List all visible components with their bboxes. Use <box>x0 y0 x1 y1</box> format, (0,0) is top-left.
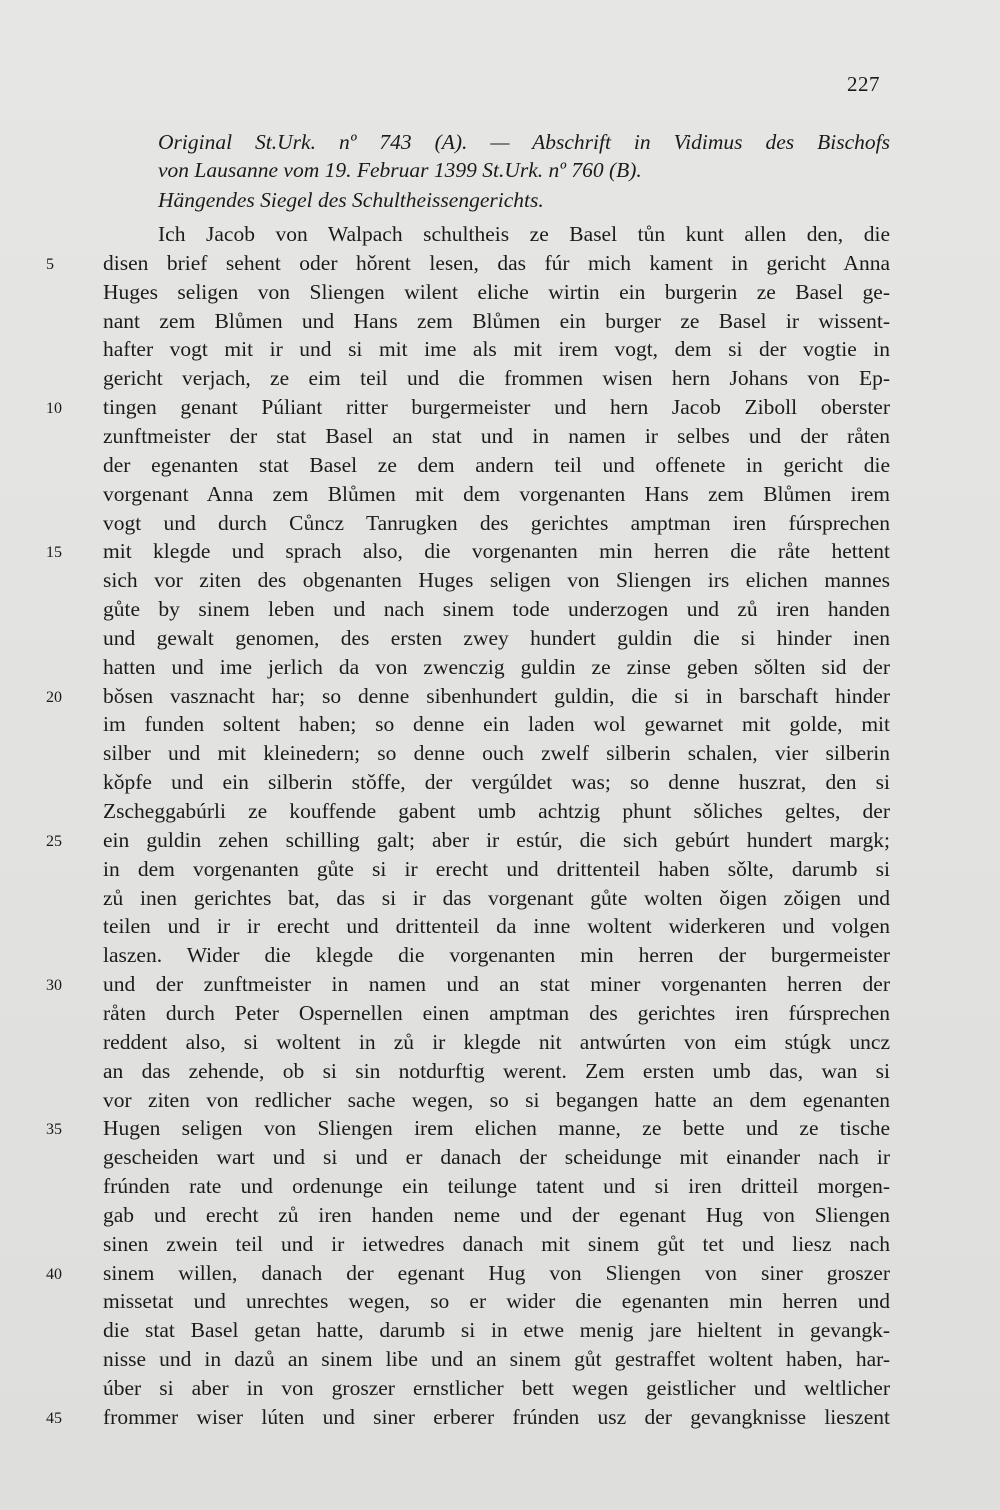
line-number: 10 <box>46 400 62 418</box>
text-line: sinen zwein teil und ir ietwedres danach mit sinem gůt tet und liesz nach <box>103 1231 890 1256</box>
text-line: råten durch Peter Ospernellen einen amptman des gerichtes iren fúrsprechen <box>103 1000 890 1025</box>
page-number: 227 <box>847 72 880 96</box>
text-line: teilen und ir ir erecht und drittenteil da inne woltent widerkeren und volgen <box>103 914 890 939</box>
line-number: 5 <box>46 255 54 273</box>
text-line: laszen. Wider die klegde die vorgenanten min herren der burgermeister <box>103 943 890 968</box>
text-line: und der zunftmeister in namen und an stat miner vorgenanten herren der <box>103 972 890 997</box>
text-line: in dem vorgenanten gůte si ir erecht und drittenteil haben sǒlte, darumb si <box>103 856 890 881</box>
line-number: 30 <box>46 977 62 995</box>
text-line: zunftmeister der stat Basel an stat und in namen ir selbes und der råten <box>103 423 890 448</box>
source-note-line: Original St.Urk. nº 743 (A). — Abschrift in Vidimus des Bischofs <box>158 130 890 154</box>
text-line: úber si aber in von groszer ernstlicher bett wegen geistlicher und weltlicher <box>103 1376 890 1400</box>
text-line: gescheiden wart und si und er danach der scheidunge mit einander nach ir <box>103 1145 890 1170</box>
text-line: mit klegde und sprach also, die vorgenanten min herren die råte hettent <box>103 539 890 564</box>
text-line: sinem willen, danach der egenant Hug von Sliengen von siner groszer <box>103 1260 890 1285</box>
text-line: tingen genant Púliant ritter burgermeister und hern Jacob Ziboll oberster <box>103 395 890 420</box>
text-line: kǒpfe und ein silberin stǒffe, der vergúldet was; so denne huszrat, den si <box>103 770 890 795</box>
text-line: vor ziten von redlicher sache wegen, so si begangen hatte an dem egenanten <box>103 1087 890 1112</box>
text-line: gůte by sinem leben und nach sinem tode underzogen und zů iren handen <box>103 597 890 622</box>
text-line: im funden soltent haben; so denne ein laden wol gewarnet mit golde, mit <box>103 712 890 737</box>
text-line: bǒsen vasznacht har; so denne sibenhundert guldin, die si in barschaft hinder <box>103 683 890 708</box>
text-line: und gewalt genomen, des ersten zwey hundert guldin die si hinder inen <box>103 625 890 650</box>
text-line: die stat Basel getan hatte, darumb si in etwe menig jare hieltent in gevangk- <box>103 1318 890 1343</box>
text-line: Zscheggabúrli ze kouffende gabent umb achtzig phunt sǒliches geltes, der <box>103 799 890 823</box>
line-number: 40 <box>46 1265 62 1283</box>
text-line: silber und mit kleinedern; so denne ouch zwelf silberin schalen, vier silberin <box>103 741 890 766</box>
text-line: reddent also, si woltent in zů ir klegde nit antwúrten von eim stúgk uncz <box>103 1029 890 1054</box>
text-line: vogt und durch Cůncz Tanrugken des gerichtes amptman iren fúrsprechen <box>103 510 890 535</box>
text-line: hafter vogt mit ir und si mit ime als mit irem vogt, dem si der vogtie in <box>103 337 890 362</box>
text-line: hatten und ime jerlich da von zwenczig guldin ze zinse geben sǒlten sid der <box>103 654 890 679</box>
text-line: der egenanten stat Basel ze dem andern teil und offenete in gericht die <box>103 452 890 477</box>
text-line: vorgenant Anna zem Blůmen mit dem vorgenanten Hans zem Blůmen irem <box>103 481 890 506</box>
text-line: disen brief sehent oder hǒrent lesen, das fúr mich kament in gericht Anna <box>103 250 890 275</box>
line-number: 35 <box>46 1121 62 1139</box>
text-line: Ich Jacob von Walpach schultheis ze Basel tůn kunt allen den, die <box>158 222 890 246</box>
text-line: gericht verjach, ze eim teil und die frommen wisen hern Johans von Ep- <box>103 366 890 391</box>
text-line: an das zehende, ob si sin notdurftig werent. Zem ersten umb das, wan si <box>103 1058 890 1083</box>
text-line: nant zem Blůmen und Hans zem Blůmen ein burger ze Basel ir wissent- <box>103 308 890 333</box>
line-number: 20 <box>46 688 62 706</box>
text-line: missetat und unrechtes wegen, so er wider die egenanten min herren und <box>103 1289 890 1314</box>
text-line: Huges seligen von Sliengen wilent eliche wirtin ein burgerin ze Basel ge- <box>103 279 890 304</box>
line-number: 15 <box>46 544 62 562</box>
source-note-line: von Lausanne vom 19. Februar 1399 St.Urk. nº 760 (B). <box>158 158 642 182</box>
line-number: 45 <box>46 1409 62 1427</box>
text-line: sich vor ziten des obgenanten Huges seligen von Sliengen irs elichen mannes <box>103 568 890 593</box>
text-line: ein guldin zehen schilling galt; aber ir estúr, die sich gebúrt hundert margk; <box>103 827 890 852</box>
text-line: gab und erecht zů iren handen neme und der egenant Hug von Sliengen <box>103 1202 890 1227</box>
text-line: nisse und in dazů an sinem libe und an sinem gůt gestraffet woltent haben, har- <box>103 1347 890 1372</box>
line-number: 25 <box>46 832 62 850</box>
source-note-line: Hängendes Siegel des Schultheissengerichts. <box>158 188 544 212</box>
text-line: Hugen seligen von Sliengen irem elichen manne, ze bette und ze tische <box>103 1116 890 1141</box>
text-line: zů inen gerichtes bat, das si ir das vorgenant gůte wolten ǒigen zǒigen und <box>103 885 890 910</box>
text-line: frúnden rate und ordenunge ein teilunge tatent und si iren dritteil morgen- <box>103 1174 890 1199</box>
text-line: frommer wiser lúten und siner erberer frúnden usz der gevangknisse lieszent <box>103 1404 890 1429</box>
